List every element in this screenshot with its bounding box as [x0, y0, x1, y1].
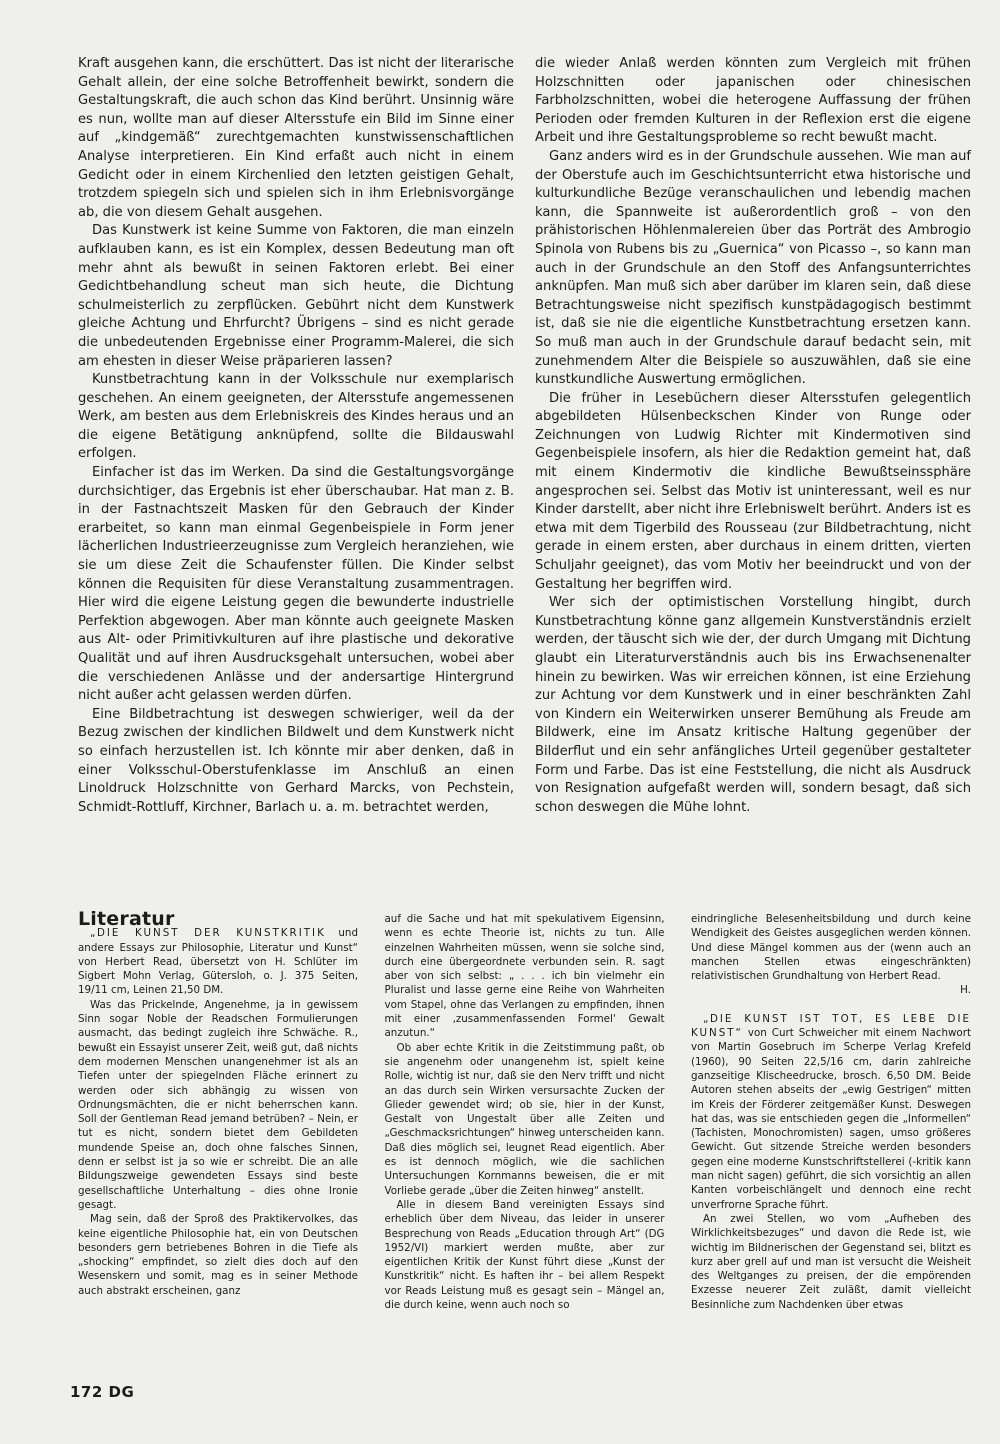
book-title: „DIE KUNST IST TOT, ES LEBE DIE KUNST“	[691, 1012, 971, 1040]
review-entry	[691, 1012, 971, 1212]
paragraph: Ob aber echte Kritik in die Zeitstimmung paßt, ob sie angenehm oder unangenehm ist, spielt keine Rolle, wichtig ist nur, daß sie den Nerv trifft und nicht an das durch sein Wirken versursachte Zucken der Glieder gewendet wird; ob sie, hier in der Kunst, Gestalt von Ungestalt über alle Zeiten und „Geschmacksrichtungen“ hinweg unterscheiden kann. Daß dies möglich sei, leugnet Read eigentlich. Aber es ist dennoch möglich, wie die sachlichen Untersuchungen Kornmanns beweisen, die er mit Vorliebe gerade „über die Zeiten hinweg“ anstellt.	[384, 1041, 665, 1197]
page-number: 172 DG	[70, 1383, 135, 1401]
paragraph: Ganz anders wird es in der Grundschule aussehen. Wie man auf der Oberstufe auch im Geschichtsunterricht etwa historische und kulturkundliche Bezüge veranschaulichen und lebendig machen kann, die Spannweite ist außerordentlich groß – von den prähistorischen Höhlenmalereien über das Porträt des Ambrogio Spinola von Rubens bis zu „Guernica“ von Picasso –, so kann man auch in der Grundschule an den Stoff des Anfangsunterrichtes anknüpfen. Man muß sich aber darüber im klaren sein, daß diese Betrachtungsweise nicht spezifisch kunstpädagogisch bestimmt ist, daß sie nie die eigentliche Kunstbetrachtung ersetzen kann. So muß man auch in der Grundschule darauf bedacht sein, mit zunehmendem Alter die Beispiele so auszuwählen, daß sie eine kunstkundliche Auswertung ermöglichen.	[535, 148, 971, 388]
paragraph: Das Kunstwerk ist keine Summe von Faktoren, die man einzeln aufklauben kann, es ist ein Komplex, dessen Bedeutung man oft mehr ahnt als bewußt in seinen Faktoren erlebt. Bei einer Gedichtbehandlung scheut man sich heute, die Dichtung schulmeisterlich zu zerpflücken. Gebührt nicht dem Kunstwerk gleiche Achtung und Ehrfurcht? Übrigens – sind es nicht gerade die unbedeutenden Ergebnisse einer Programm-Malerei, die sich am ehesten in dieser Weise präparieren lassen?	[78, 223, 514, 369]
paragraph: An zwei Stellen, wo vom „Aufheben des Wirklichkeitsbezuges“ und davon die Rede ist, wie wichtig im Bildnerischen der Gegenstand sei, blitzt es kurz aber grell auf und man ist versucht die Weisheit des Weltganges zu preisen, der die empörenden Exzesse neuerer Zeit zuläßt, damit vielleicht Besinnliche zum Nachdenken über etwas	[691, 1212, 971, 1311]
section-heading: Literatur	[78, 908, 175, 930]
review-entry	[78, 926, 358, 997]
paragraph: auf die Sache und hat mit spekulativem Eigensinn, wenn es echte Theorie ist, nichts zu tun. Alle einzelnen Wahrheiten müssen, wenn sie solche sind, durch eine übergeordnete verbunden sein. R. sagt aber von sich selbst: „ . . . ich bin vielmehr ein Pluralist und lasse gerne eine Reihe von Wahrheiten vom Stapel, ohne das Verlangen zu empfinden, ihnen mit einer ‚zusammenfassenden Formel‘ Gewalt anzutun.“	[384, 913, 665, 1040]
literature-section	[78, 908, 971, 1364]
paragraph: Einfacher ist das im Werken. Da sind die Gestaltungsvorgänge durchsichtiger, das Ergebnis ist eher überschaubar. Hat man z. B. in der Fastnachtszeit Masken für den Gebrauch der Kinder erarbeitet, so kann man einmal Gegenbeispiele in Form jener lächerlichen Industrieerzeugnisse zum Vergleich heranziehen, wie sie um diese Zeit die Schaufenster füllen. Die Kinder selbst können die Requisiten für diese Veranstaltung zusammentragen. Hier wird die eigene Leistung gegen die bewunderte industrielle Perfektion abgewogen. Aber man könnte auch geeignete Masken aus Alt- oder Primitivkulturen auf ihre plastische und dekorative Qualität und auf ihren Ausdrucksgehalt untersuchen, wobei aber die verschiedenen Anlässe und der andersartige Hintergrund nicht außer acht gelassen werden dürfen.	[78, 465, 514, 704]
literature-column-2	[385, 912, 665, 1364]
paragraph: Die früher in Lesebüchern dieser Altersstufen gelegentlich abgebildeten Hülsenbeckschen Kinder von Runge oder Zeichnungen von Ludwig Richter mit Kindermotiven sind Gegenbeispiele insofern, als hier die Redaktion gemeint hat, daß mit einem Kindermotiv die kindliche Bewußtseinssphäre angesprochen sei. Selbst das Motiv ist uninteressant, weil es nur Kinder darstellt, aber nicht ihre Erlebniswelt berührt. Anders ist es etwa mit dem Tigerbild des Rousseau (zur Bildbetrachtung, nicht gerade in einem ersten, aber durchaus in einem dritten, vierten Schuljahr geeignet), das vom Motiv her beeindruckt und von der Gestaltung her begriffen wird.	[535, 390, 971, 592]
article-column-left	[78, 55, 514, 865]
paragraph: die wieder Anlaß werden könnten zum Vergleich mit frühen Holzschnitten oder japanischen oder chinesischen Farbholzschnitten, wobei die heterogene Auffassung der frühen Perioden oder fremden Kulturen in der Reflexion erst die eigene Arbeit und ihre Gestaltungsprobleme so recht bewußt macht.	[535, 56, 971, 146]
paragraph: Was das Prickelnde, Angenehme, ja in gewissem Sinn sogar Noble der Readschen Formulierungen ausmacht, das bedingt zugleich ihre Schwäche. R., bewußt ein Essayist unserer Zeit, weiß gut, daß nichts dem modernen Menschen unangenehmer ist als an Tiefen unter der spiegelnden Fläche erinnert zu werden oder sich abhängig zu wissen von Ordnungsmächten, die er nicht beherrschen kann. Soll der Gentleman Read jemand betrüben? – Nein, er tut es nicht, sondern bietet dem Gebildeten mundende Speise an, doch ohne falsches Sinnen, denn er selbst ist ja so wie er schreibt. Die an alle Bildungszweige gewendeten Essays sind beste gesellschaftliche Unterhaltung – dies ohne Ironie gesagt.	[78, 998, 358, 1211]
paragraph: Eine Bildbetrachtung ist deswegen schwieriger, weil da der Bezug zwischen der kindlichen Bildwelt und dem Kunstwerk nicht so einfach herzustellen ist. Ich könnte mir aber denken, daß in einer Volksschul-Oberstufenklasse im Anschluß an einen Linoldruck Holzschnitte von Gerhard Marcks, von Pechstein, Schmidt-Rottluff, Kirchner, Barlach u. a. m. betrachtet werden,	[78, 706, 514, 815]
book-details: von Curt Schweicher mit einem Nachwort von Martin Gosebruch im Scherpe Verlag Krefeld (1960), 90 Seiten 22,5/16 cm, darin zahlreiche ganzseitige Klischeedrucke, brosch. 6,50 DM. Beide Autoren stehen abseits der „ewig Gestrigen“ mitten im Kreis der Förderer zeitgemäßer Kunst. Deswegen hat das, was sie entschieden gegen die „Informellen“ (Tachisten, Monochromisten) sagen, umso größeres Gewicht. Gut sitzende Streiche werden besonders gegen eine moderne Kunstschriftstellerei (-kritik kann man nicht sagen) geführt, die sich vorsichtig an allen Kanten vorbeischlängelt und dennoch eine recht unverfrorne Sprache führt.	[691, 1027, 971, 1211]
literature-column-3	[691, 912, 971, 1364]
reviewer-signature: H.	[960, 984, 971, 997]
book-details: und andere Essays zur Philosophie, Literatur und Kunst“ von Herbert Read, übersetzt von H. Schlüter im Sigbert Mohn Verlag, Gütersloh, o. J. 375 Seiten, 19/11 cm, Leinen 21,50 DM.	[78, 927, 358, 997]
article-column-right	[535, 55, 971, 865]
main-article	[78, 55, 971, 865]
literature-column-1	[78, 908, 358, 1364]
book-title: „DIE KUNST DER KUNSTKRITIK	[90, 927, 326, 940]
paragraph: Mag sein, daß der Sproß des Praktikervolkes, das keine eigentliche Philosophie hat, ein von Deutschen besonders gern betriebenes Bohren in die Tiefe als „shocking“ empfindet, so zielt dies doch auf den Wesenskern und somit, mag es in seiner Methode auch abstrakt erscheinen, ganz	[78, 1213, 358, 1297]
paragraph: eindringliche Belesenheitsbildung und durch keine Wendigkeit des Geistes ausgeglichen werden können. Und diese Mängel kommen aus der (wenn auch an manchen Stellen etwas eingeschränkten) relativistischen Grundhaltung von Herbert Read.	[691, 913, 971, 983]
paragraph: Wer sich der optimistischen Vorstellung hingibt, durch Kunstbetrachtung könne ganz allgemein Kunstverständnis erzielt werden, der täuscht sich wie der, der durch Umgang mit Dichtung glaubt ein Literaturverständnis auch bis ins Erwachsenenalter hinein zu bewirken. Was wir erreichen können, ist eine Erziehung zur Achtung vor dem Kunstwerk und in einer beschränkten Zahl von Kindern ein Weiterwirken unserer Bemühung als Freude am Bildwerk, eine im Ansatz kritische Haltung gegenüber der Bilderflut und ein sehr anfängliches Urteil gegenüber gestalteter Form und Farbe. Das ist eine Feststellung, die nicht als Ausdruck von Resignation aufgefaßt werden will, sondern besagt, daß sich schon deswegen die Mühe lohnt.	[535, 595, 971, 815]
paragraph: Kunstbetrachtung kann in der Volksschule nur exemplarisch geschehen. An einem geeigneten, der Altersstufe angemessenen Werk, am besten aus dem Erlebniskreis des Kindes heraus und an die eigene Betätigung anknüpfend, sollte die Bildauswahl erfolgen.	[78, 372, 514, 462]
paragraph: Kraft ausgehen kann, die erschüttert. Das ist nicht der literarische Gehalt allein, der eine solche Betroffenheit bewirkt, sondern die Gestaltungskraft, die auch schon das Kind berührt. Unsinnig wäre es nun, wollte man auf dieser Altersstufe ein Bild im Sinne einer auf „kindgemäß“ zurechtgemachten kunstwissenschaftlichen Analyse interpretieren. Ein Kind erfaßt auch nicht in einem Gedicht oder in einem Kirchenlied den letzten geistigen Gehalt, trotzdem spiegeln sich und spielen sich in ihm Erlebnisvorgänge ab, die von diesem Gehalt ausgehen.	[78, 56, 514, 220]
paragraph: Alle in diesem Band vereinigten Essays sind erheblich über dem Niveau, das leider in unserer Besprechung von Reads „Education through Art“ (DG 1952/VI) markiert werden mußte, aber zur eigentlichen Kritik der Kunst führt diese „Kunst der Kunstkritik“ nicht. Es haften ihr – bei allem Respekt vor Reads Leistung muß es gesagt sein – Mängel an, die durch keine, wenn auch noch so	[384, 1198, 665, 1312]
